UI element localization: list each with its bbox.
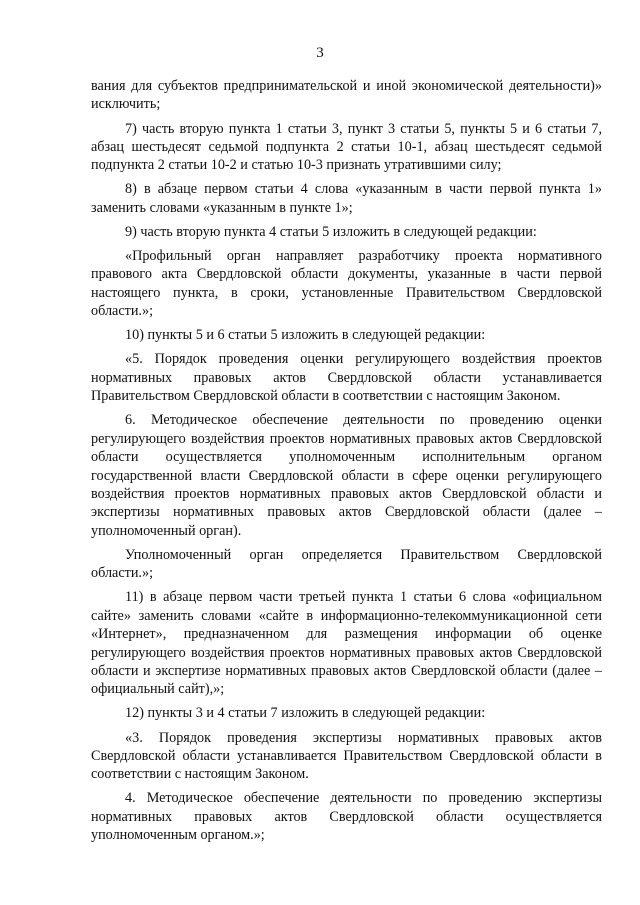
page-number: 3 [316,45,324,61]
paragraph-quote-point-6: 6. Методическое обеспечение деятельности по проведению оценки регулирующего воздействия проектов нормативных правовых актов Свердловской области осуществляется уполномоченным исполнительным органом государственной власти Свердловской области в сфере оценки регулирующего воздействия проектов нормативных правовых актов Свердловской области и экспертизы нормативных правовых актов Свердловской области (далее – уполномоченный орган). [91,412,602,539]
paragraph-item-9: 9) часть вторую пункта 4 статьи 5 изложить в следующей редакции: [125,223,537,240]
paragraph-item-10: 10) пункты 5 и 6 статьи 5 изложить в следующей редакции: [125,327,486,344]
paragraph-quote-point-5: «5. Порядок проведения оценки регулирующего воздействия проектов нормативных правовых актов Свердловской области устанавливается Правительством Свердловской области в соответствии с настоящим Законом. [91,351,602,405]
paragraph-quote-point-4: 4. Методическое обеспечение деятельности по проведению экспертизы нормативных правовых актов Свердловской области осуществляется уполномоченным органом.»; [91,790,602,844]
document-body [91,77,602,850]
paragraph-continuation: вания для субъектов предпринимательской и иной экономической деятельности)» исключить; [91,78,602,113]
paragraph-item-11: 11) в абзаце первом части третьей пункта 1 статьи 6 слова «официальном сайте» заменить словами «сайте в информационно-телекоммуникационной сети «Интернет», предназначенном для размещения информации об оценке регулирующего воздействия проектов нормативных правовых актов Свердловской области и экспертизе нормативных правовых актов Свердловской области (далее – официальный сайт),»; [91,589,602,698]
paragraph-quote-profile-organ: «Профильный орган направляет разработчику проекта нормативного правового акта Свердловской области документы, указанные в части первой настоящего пункта, в сроки, установленные Правительством Свердловской области.»; [91,248,602,320]
paragraph-item-7: 7) часть вторую пункта 1 статьи 3, пункт 3 статьи 5, пункты 5 и 6 статьи 7, абзац шестьдесят седьмой подпункта 2 статьи 10-1, абзац шестьдесят седьмой подпункта 2 статьи 10-2 и статью 10-3 признать утратившими силу; [91,120,602,174]
paragraph-item-8: 8) в абзаце первом статьи 4 слова «указанным в части первой пункта 1» заменить словами «указанным в пункте 1»; [91,181,602,216]
paragraph-item-12: 12) пункты 3 и 4 статьи 7 изложить в следующей редакции: [125,705,486,722]
paragraph-authorized-organ: Уполномоченный орган определяется Правительством Свердловской области.»; [91,546,602,582]
paragraph-quote-point-3: «3. Порядок проведения экспертизы нормативных правовых актов Свердловской области устанавливается Правительством Свердловской области в соответствии с настоящим Законом. [91,729,602,783]
